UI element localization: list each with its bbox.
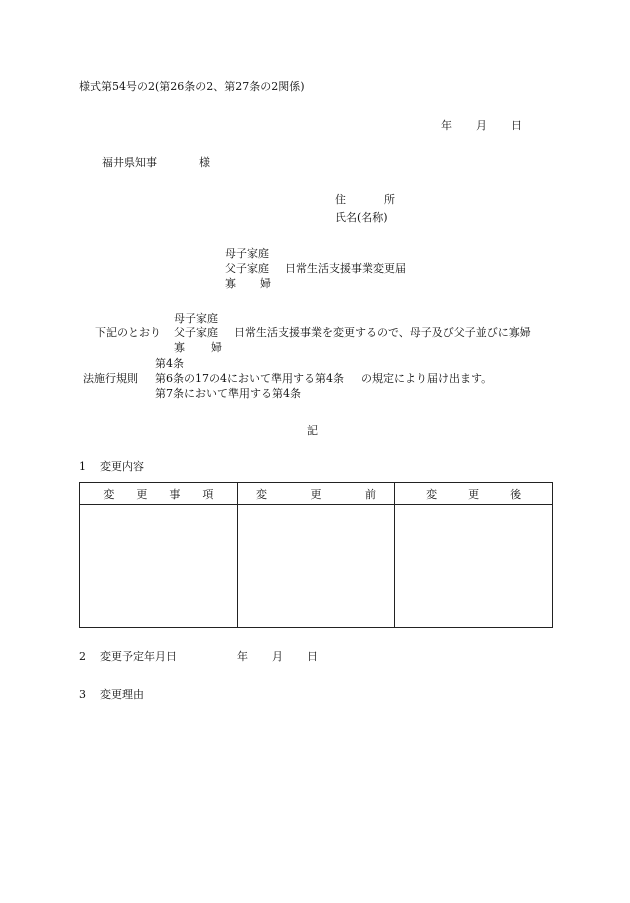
body-article-2: 第6条の17の4において準用する第4条 [155, 372, 344, 385]
change-date [237, 650, 318, 664]
change-date-day: 日 [307, 650, 318, 663]
table-header-row [80, 483, 553, 505]
title-option-fushi: 父子家庭 [225, 262, 269, 275]
cell-before[interactable] [237, 505, 395, 628]
body-option-kafu: 寡 婦 [174, 341, 222, 354]
section-2-number: 2 [79, 650, 86, 663]
body-lead: 下記のとおり [95, 326, 161, 339]
section-3-number: 3 [79, 688, 86, 701]
header-cell-item [80, 483, 238, 505]
document-title: 日常生活支援事業変更届 [285, 262, 406, 275]
section-1-label: 変更内容 [100, 460, 144, 473]
change-table [79, 482, 553, 628]
body-sentence-1: 日常生活支援事業を変更するので、母子及び父子並びに寡婦 [234, 326, 531, 339]
section-3-label: 変更理由 [100, 688, 144, 701]
body-law-label: 法施行規則 [83, 372, 138, 385]
date-day: 日 [511, 119, 522, 132]
cell-after[interactable] [395, 505, 553, 628]
title-option-kafu: 寡 婦 [225, 277, 271, 290]
header-cell-before [237, 483, 395, 505]
section-3-heading [79, 688, 144, 702]
addressee [102, 156, 210, 170]
change-date-month: 月 [272, 650, 283, 663]
addressee-honorific: 様 [199, 156, 210, 169]
body-article-3: 第7条において準用する第4条 [155, 387, 301, 400]
header-cell-after [395, 483, 553, 505]
table-row [80, 505, 553, 628]
section-2-label: 変更予定年月日 [100, 650, 177, 663]
ki-heading: 記 [307, 424, 318, 437]
body-option-boshi: 母子家庭 [174, 312, 218, 325]
header-before: 変 更 前 [255, 487, 376, 501]
header-after: 変 更 後 [426, 487, 522, 501]
body-article-1: 第4条 [155, 357, 184, 370]
form-number: 様式第54号の2(第26条の2、第27条の2関係) [79, 80, 305, 93]
date-year: 年 [441, 119, 452, 132]
body-option-fushi: 父子家庭 [174, 326, 218, 339]
body-sentence-2: の規定により届け出ます。 [361, 372, 493, 385]
header-item: 変 更 事 項 [103, 487, 214, 501]
section-1-heading [79, 460, 144, 474]
address-label: 住 所 [335, 193, 395, 206]
addressee-name: 福井県知事 [102, 156, 157, 169]
submission-date [441, 119, 522, 133]
title-option-boshi: 母子家庭 [225, 247, 269, 260]
cell-item[interactable] [80, 505, 238, 628]
section-1-number: 1 [79, 460, 86, 473]
change-date-year: 年 [237, 650, 248, 663]
section-2-heading [79, 650, 177, 664]
date-month: 月 [476, 119, 487, 132]
name-label: 氏名(名称) [335, 211, 388, 224]
